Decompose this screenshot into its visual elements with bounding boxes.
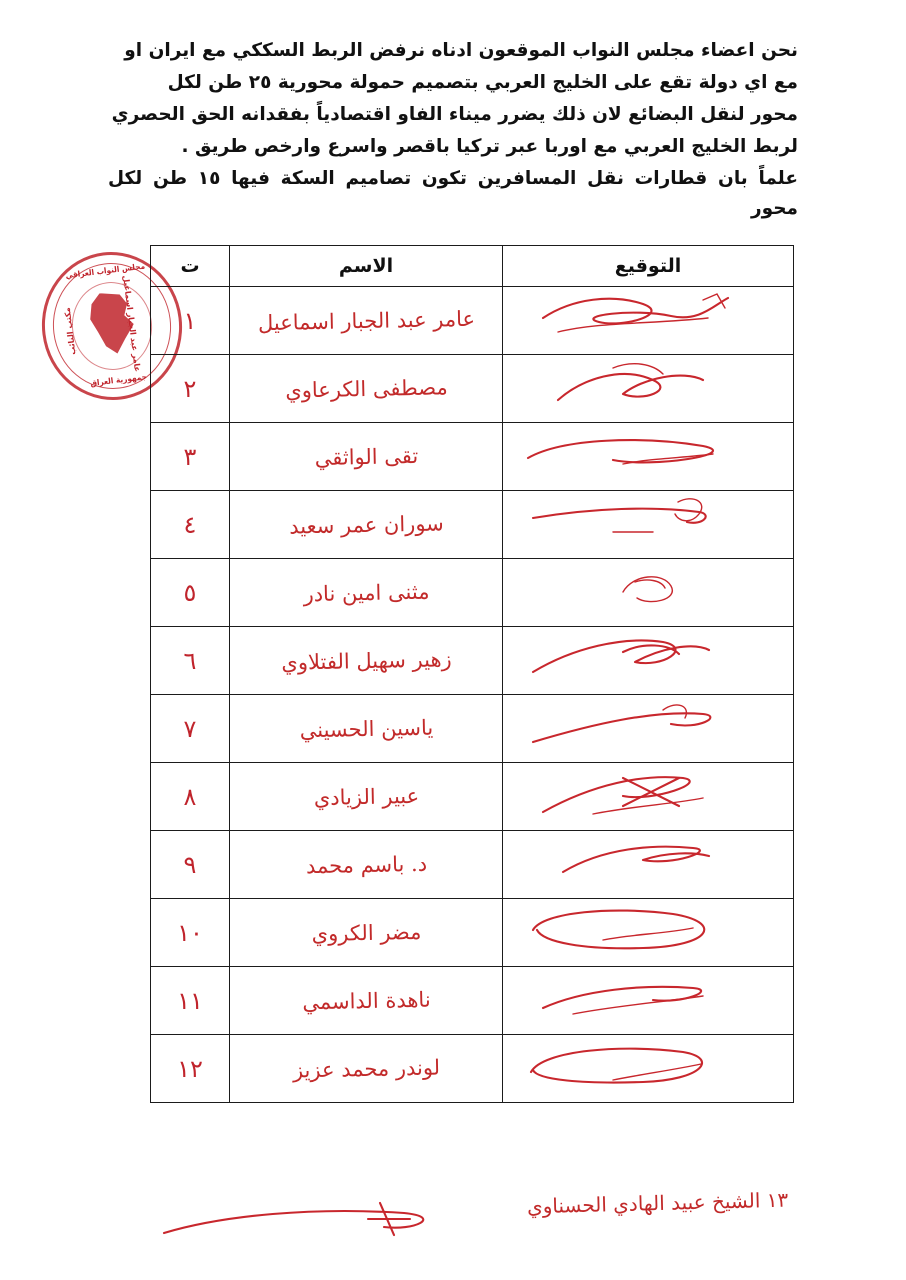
signature-mark bbox=[503, 832, 793, 898]
signature-mark bbox=[503, 764, 793, 830]
table-row bbox=[151, 899, 794, 967]
signature-mark bbox=[503, 356, 793, 422]
row-number: ٣ bbox=[151, 423, 230, 491]
footer-signature-row bbox=[154, 1185, 794, 1265]
row-number: ١٠ bbox=[151, 899, 230, 967]
paragraph-line: مع اي دولة تقع على الخليج العربي بتصميم حمولة محورية ٢٥ طن لكل bbox=[167, 71, 798, 93]
table-row bbox=[151, 491, 794, 559]
table-row bbox=[151, 355, 794, 423]
row-number: ١٢ bbox=[151, 1035, 230, 1103]
footer-signature-mark bbox=[154, 1193, 494, 1253]
table-row bbox=[151, 627, 794, 695]
paragraph-line: محور لنقل البضائع لان ذلك يضرر ميناء الفاو اقتصادياً بفقدانه الحق الحصري bbox=[111, 103, 798, 125]
member-name: سوران عمر سعيد bbox=[229, 488, 503, 562]
member-name: ناهدة الداسمي bbox=[229, 964, 503, 1038]
footer-member-entry bbox=[526, 1188, 788, 1219]
table-row bbox=[151, 423, 794, 491]
row-number: ٤ bbox=[151, 491, 230, 559]
seal-left-text: مكتب النائب bbox=[62, 306, 78, 356]
document-paragraph bbox=[108, 36, 798, 226]
footer-row-number: ١٣ bbox=[766, 1187, 789, 1213]
signature-cell bbox=[503, 423, 794, 491]
row-number: ١ bbox=[151, 287, 230, 355]
paragraph-line: نحن اعضاء مجلس النواب الموقعون ادناه نرفض الربط السككي مع ايران او bbox=[124, 40, 798, 61]
seal-bottom-text: جمهورية العراق bbox=[89, 372, 148, 389]
signature-cell bbox=[503, 1035, 794, 1103]
signature-cell bbox=[503, 491, 794, 559]
table-header-row bbox=[151, 246, 794, 287]
column-header-name: الاسم bbox=[230, 246, 503, 287]
row-number: ٧ bbox=[151, 695, 230, 763]
signature-cell bbox=[503, 899, 794, 967]
signature-table bbox=[150, 245, 794, 1103]
table-row bbox=[151, 831, 794, 899]
signature-cell bbox=[503, 831, 794, 899]
row-number: ٢ bbox=[151, 355, 230, 423]
member-name: زهير سهيل الفتلاوي bbox=[229, 624, 503, 698]
signature-cell bbox=[503, 287, 794, 355]
row-number: ٦ bbox=[151, 627, 230, 695]
signature-cell bbox=[503, 763, 794, 831]
table-header bbox=[151, 246, 794, 287]
row-number: ٥ bbox=[151, 559, 230, 627]
signature-mark bbox=[503, 492, 793, 558]
seal-top-text: مجلس النواب العراقي bbox=[64, 261, 146, 281]
signature-mark bbox=[503, 1036, 793, 1102]
signature-mark bbox=[503, 424, 793, 490]
table-row bbox=[151, 967, 794, 1035]
paragraph-line: لربط الخليج العربي مع اوربا عبر تركيا باقصر واسرع وارخص طريق . bbox=[181, 135, 798, 157]
signature-mark bbox=[503, 628, 793, 694]
signature-mark bbox=[503, 288, 793, 354]
signature-cell bbox=[503, 559, 794, 627]
table-row bbox=[151, 695, 794, 763]
signature-mark bbox=[503, 696, 793, 762]
signature-cell bbox=[503, 967, 794, 1035]
member-name: د. باسم محمد bbox=[229, 828, 503, 902]
footer-member-name: الشيخ عبيد الهادي الحسناوي bbox=[526, 1188, 761, 1219]
table-row bbox=[151, 559, 794, 627]
member-name: مضر الكروي bbox=[229, 896, 503, 970]
member-name: عامر عبد الجبار اسماعيل bbox=[229, 284, 503, 358]
member-name: ياسين الحسيني bbox=[229, 692, 503, 766]
table-row bbox=[151, 1035, 794, 1103]
signature-mark bbox=[503, 900, 793, 966]
table-body bbox=[151, 287, 794, 1103]
member-name: تقى الواثقي bbox=[229, 420, 503, 494]
table-row bbox=[151, 763, 794, 831]
row-number: ١١ bbox=[151, 967, 230, 1035]
member-name: لوندر محمد عزيز bbox=[229, 1032, 503, 1106]
table-row bbox=[151, 287, 794, 355]
row-number: ٩ bbox=[151, 831, 230, 899]
paragraph-line: علماً بان قطارات نقل المسافرين تكون تصاميم السكة فيها ١٥ طن لكل محور bbox=[108, 167, 798, 219]
seal-right-text: عامر عبد الجبار اسماعيل bbox=[120, 274, 142, 373]
row-number: ٨ bbox=[151, 763, 230, 831]
column-header-number: ت bbox=[151, 246, 230, 287]
signature-cell bbox=[503, 695, 794, 763]
signature-cell bbox=[503, 627, 794, 695]
member-name: عبير الزيادي bbox=[229, 760, 503, 834]
signature-mark bbox=[503, 560, 793, 626]
member-name: مثنى امين نادر bbox=[229, 556, 503, 630]
member-name: مصطفى الكرعاوي bbox=[229, 352, 503, 426]
column-header-signature: التوقيع bbox=[503, 246, 794, 287]
signature-mark bbox=[503, 968, 793, 1034]
signature-cell bbox=[503, 355, 794, 423]
